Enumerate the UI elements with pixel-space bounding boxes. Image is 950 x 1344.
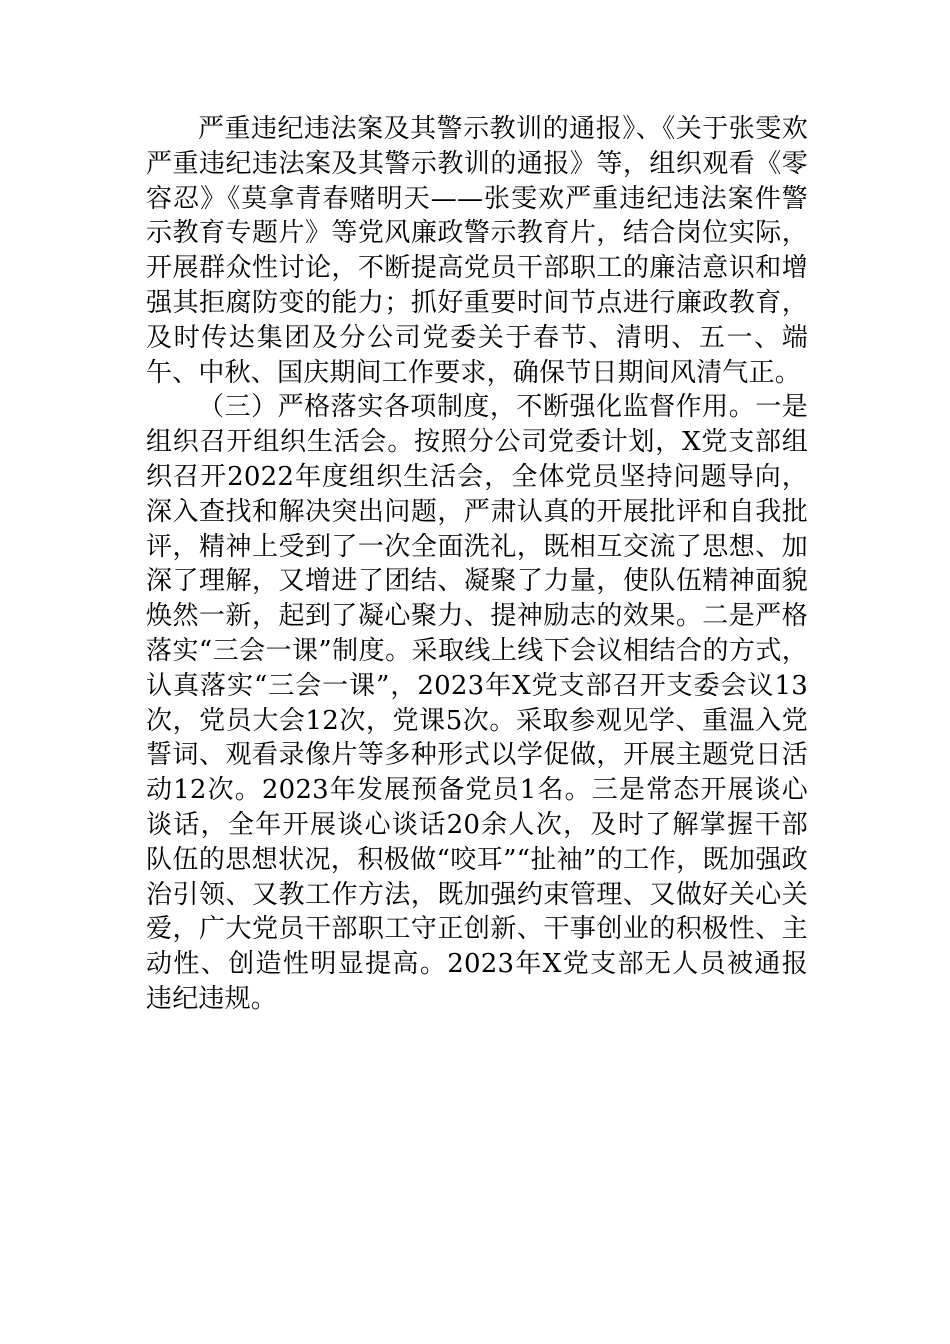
document-body <box>146 112 808 1017</box>
paragraph-section-three: （三）严格落实各项制度，不断强化监督作用。一是组织召开组织生活会。按照分公司党委计划，X党支部组织召开2022年度组织生活会，全体党员坚持问题导向，深入查找和解决突出问题，严肃认真的开展批评和自我批评，精神上受到了一次全面洗礼，既相互交流了思想、加深了理解，又增进了团结、凝聚了力量，使队伍精神面貌焕然一新，起到了凝心聚力、提神励志的效果。二是严格落实“三会一课”制度。采取线上线下会议相结合的方式，认真落实“三会一课”，2023年X党支部召开支委会议13次，党员大会12次，党课5次。采取参观见学、重温入党誓词、观看录像片等多种形式以学促做，开展主题党日活动12次。2023年发展预备党员1名。三是常态开展谈心谈话，全年开展谈心谈话20余人次，及时了解掌握干部队伍的思想状况，积极做“咬耳”“扯袖”的工作，既加强政治引领、又教工作方法，既加强约束管理、又做好关心关爱，广大党员干部职工守正创新、干事创业的积极性、主动性、创造性明显提高。2023年X党支部无人员被通报违纪违规。 <box>146 392 808 1014</box>
paragraph-continuation: 严重违纪违法案及其警示教训的通报》、《关于张雯欢严重违纪违法案及其警示教训的通报》等，组织观看《零容忍》《莫拿青春赌明天——张雯欢严重违纪违法案件警示教育专题片》等党风廉政警示教育片，结合岗位实际，开展群众性讨论，不断提高党员干部职工的廉洁意识和增强其拒腐防变的能力；抓好重要时间节点进行廉政教育，及时传达集团及分公司党委关于春节、清明、五一、端午、中秋、国庆期间工作要求，确保节日期间风清气正。 <box>146 114 808 388</box>
